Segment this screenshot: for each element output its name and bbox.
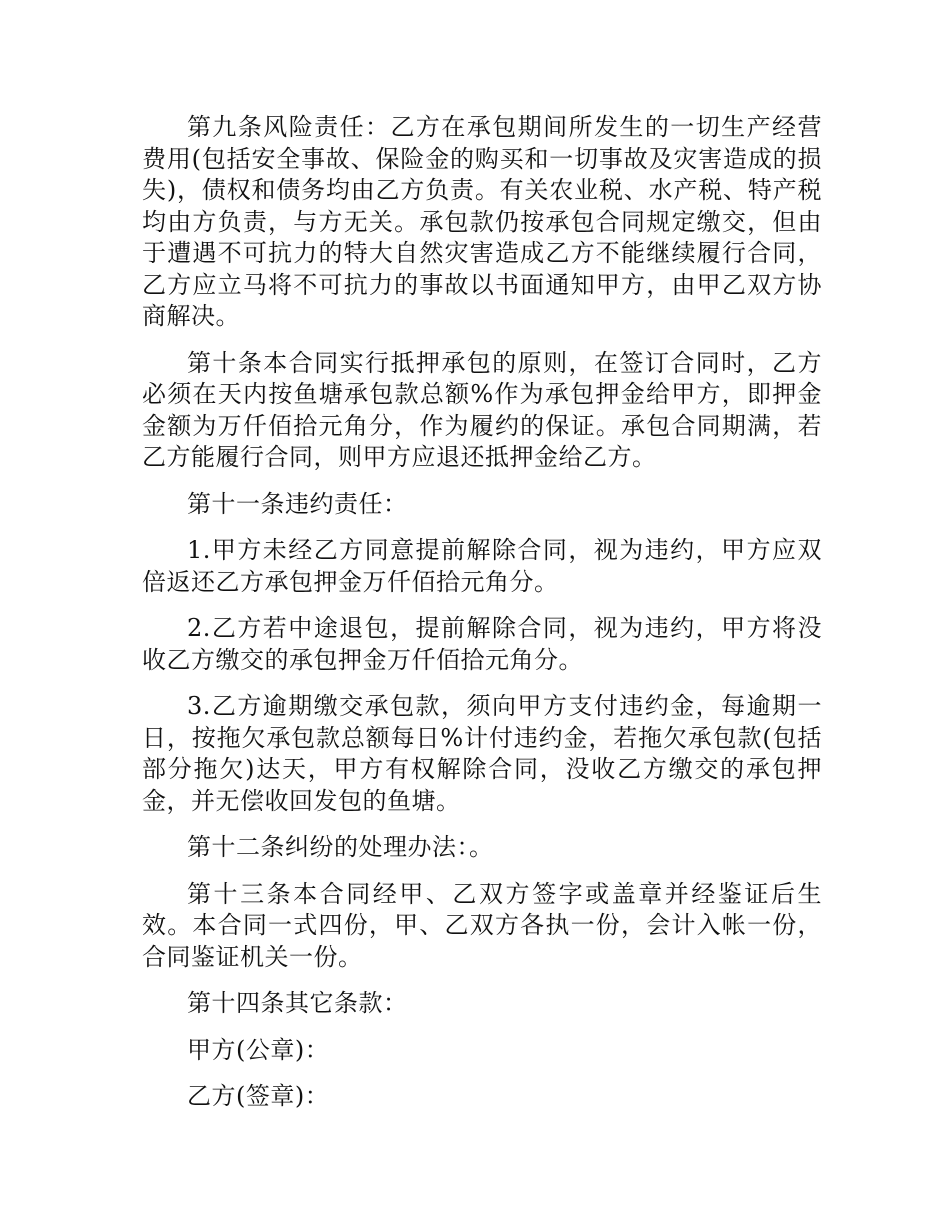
article-11-item-1: 1.甲方未经乙方同意提前解除合同，视为违约，甲方应双倍返还乙方承包押金万仟佰拾元角分。	[142, 536, 822, 596]
article-13-effect: 第十三条本合同经甲、乙双方签字或盖章并经鉴证后生效。本合同一式四份，甲、乙双方各执一份，会计入帐一份，合同鉴证机关一份。	[142, 879, 822, 971]
party-b-signature: 乙方(签章)：	[187, 1082, 330, 1110]
article-11-heading: 第十一条违约责任：	[187, 489, 408, 518]
article-12-dispute: 第十二条纠纷的处理办法：。	[187, 833, 494, 861]
document-body	[142, 112, 822, 1113]
article-11-item-2: 2.乙方若中途退包，提前解除合同，视为违约，甲方将没收乙方缴交的承包押金万仟佰拾元角分。	[142, 614, 822, 674]
article-9-risk-liability: 第九条风险责任：乙方在承包期间所发生的一切生产经营费用(包括安全事故、保险金的购买和一切事故及灾害造成的损失)，债权和债务均由乙方负责。有关农业税、水产税、特产税均由方负责，与方无关。承包款仍按承包合同规定缴交，但由于遭遇不可抗力的特大自然灾害造成乙方不能继续履行合同，乙方应立马将不可抗力的事故以书面通知甲方，由甲乙双方协商解决。	[142, 113, 822, 330]
article-11-item-3: 3.乙方逾期缴交承包款，须向甲方支付违约金，每逾期一日，按拖欠承包款总额每日%计付违约金，若拖欠承包款(包括部分拖欠)达天，甲方有权解除合同，没收乙方缴交的承包押金，并无偿收回发包的鱼塘。	[142, 692, 822, 815]
article-10-deposit: 第十条本合同实行抵押承包的原则，在签订合同时，乙方必须在天内按鱼塘承包款总额%作为承包押金给甲方，即押金金额为万仟佰拾元角分，作为履约的保证。承包合同期满，若乙方能履行合同，则甲方应退还抵押金给乙方。	[142, 348, 822, 471]
article-14-other: 第十四条其它条款：	[187, 989, 408, 1017]
party-a-seal: 甲方(公章)：	[187, 1035, 330, 1064]
